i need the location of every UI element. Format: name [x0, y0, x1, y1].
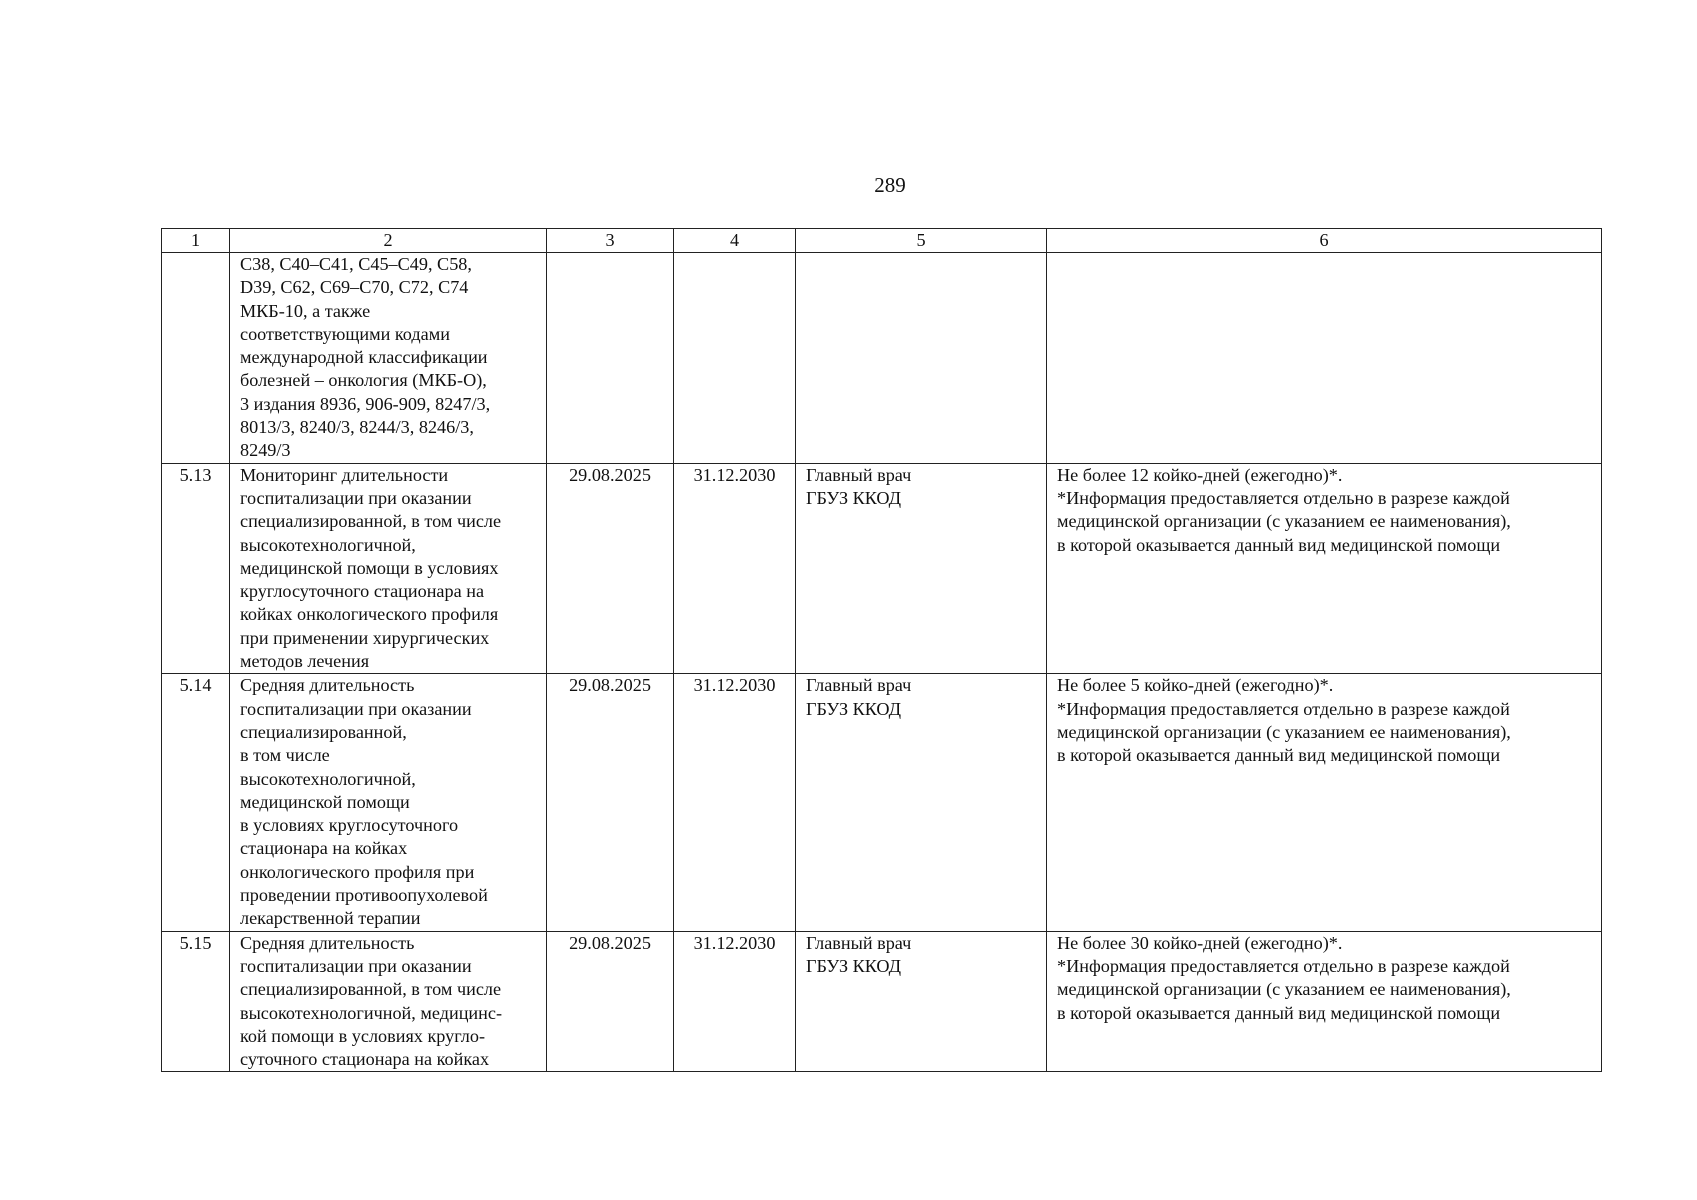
table-row	[162, 674, 1602, 931]
start-date-cell: 29.08.2025	[547, 463, 674, 674]
column-number-5: 5	[796, 229, 1047, 253]
table-header-row	[162, 229, 1602, 253]
end-date-cell: 31.12.2030	[674, 674, 796, 931]
responsible-cell: Главный врач ГБУЗ ККОД	[796, 931, 1047, 1072]
row-number-cell: 5.13	[162, 463, 230, 674]
end-date-cell: 31.12.2030	[674, 931, 796, 1072]
row-number-cell	[162, 253, 230, 464]
page-number: 289	[874, 173, 906, 197]
row-number-cell: 5.14	[162, 674, 230, 931]
column-number-6: 6	[1047, 229, 1602, 253]
start-date-cell: 29.08.2025	[547, 931, 674, 1072]
responsible-cell: Главный врач ГБУЗ ККОД	[796, 674, 1047, 931]
table-row	[162, 931, 1602, 1072]
note-cell: Не более 12 койко-дней (ежегодно)*. *Информация предоставляется отдельно в разрезе каждой медицинской организации (с указанием ее наименования), в которой оказывается данный вид медицинской помощи	[1047, 463, 1602, 674]
note-cell	[1047, 253, 1602, 464]
row-number-cell: 5.15	[162, 931, 230, 1072]
start-date-cell	[547, 253, 674, 464]
note-cell: Не более 5 койко-дней (ежегодно)*. *Информация предоставляется отдельно в разрезе каждой медицинской организации (с указанием ее наименования), в которой оказывается данный вид медицинской помощи	[1047, 674, 1602, 931]
table-row	[162, 463, 1602, 674]
responsible-cell: Главный врач ГБУЗ ККОД	[796, 463, 1047, 674]
indicator-cell: Мониторинг длительности госпитализации при оказании специализированной, в том числе высокотехнологичной, медицинской помощи в условиях круглосуточного стационара на койках онкологического профиля при применении хирургических методов лечения	[230, 463, 547, 674]
column-number-4: 4	[674, 229, 796, 253]
column-number-3: 3	[547, 229, 674, 253]
column-number-1: 1	[162, 229, 230, 253]
column-number-2: 2	[230, 229, 547, 253]
indicator-cell: Средняя длительность госпитализации при оказании специализированной, в том числе высокотехнологичной, медицинской помощи в условиях круглосуточного стационара на койках онкологического профиля при проведении противоопухолевой лекарственной терапии	[230, 674, 547, 931]
indicator-cell: С38, С40–С41, С45–С49, С58, D39, С62, С69–С70, С72, С74 МКБ-10, а также соответствующими кодами международной классификации болезней – онкология (МКБ-О), 3 издания 8936, 906-909, 8247/3, 8013/3, 8240/3, 8244/3, 8246/3, 8249/3	[230, 253, 547, 464]
end-date-cell	[674, 253, 796, 464]
plan-table	[161, 228, 1602, 1072]
indicator-cell: Средняя длительность госпитализации при оказании специализированной, в том числе высокотехнологичной, медицинс- кой помощи в условиях кругло- суточного стационара на койках	[230, 931, 547, 1072]
end-date-cell: 31.12.2030	[674, 463, 796, 674]
start-date-cell: 29.08.2025	[547, 674, 674, 931]
responsible-cell	[796, 253, 1047, 464]
table-row	[162, 253, 1602, 464]
note-cell: Не более 30 койко-дней (ежегодно)*. *Информация предоставляется отдельно в разрезе каждой медицинской организации (с указанием ее наименования), в которой оказывается данный вид медицинской помощи	[1047, 931, 1602, 1072]
